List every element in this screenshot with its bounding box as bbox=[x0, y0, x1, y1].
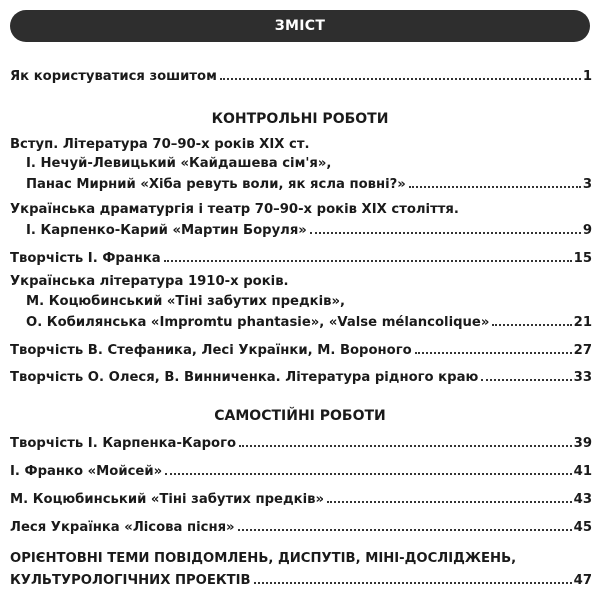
toc-entry-1[interactable] bbox=[26, 174, 592, 192]
toc-entry-title: О. Кобилянська «Impromtu phantasie», «Valse mélancolique» bbox=[26, 315, 490, 330]
toc-entry-title: КУЛЬТУРОЛОГІЧНИХ ПРОЕКТІВ bbox=[10, 573, 251, 588]
section-heading-control-works: КОНТРОЛЬНІ РОБОТИ bbox=[211, 111, 389, 127]
toc-entry-7[interactable] bbox=[10, 433, 592, 451]
dot-leader bbox=[409, 186, 581, 188]
toc-entry-title: М. Коцюбинський «Тіні забутих предків» bbox=[10, 492, 324, 507]
dot-leader bbox=[327, 501, 572, 503]
dot-leader bbox=[239, 445, 572, 447]
toc-entry-10[interactable] bbox=[10, 517, 592, 535]
toc-page-number: 15 bbox=[573, 251, 592, 266]
toc-entry-title: Творчість В. Стефаника, Лесі Українки, М. Вороного bbox=[10, 343, 412, 358]
toc-entry-line: М. Коцюбинський «Тіні забутих предків», bbox=[26, 294, 345, 309]
toc-entry-title: Творчість І. Франка bbox=[10, 251, 161, 266]
toc-entry-title: І. Франко «Мойсей» bbox=[10, 464, 163, 479]
dot-leader bbox=[492, 324, 571, 326]
toc-entry-11[interactable] bbox=[10, 570, 592, 588]
toc-page-number: 45 bbox=[573, 520, 592, 535]
dot-leader bbox=[415, 352, 572, 354]
toc-entry-title: Леся Українка «Лісова пісня» bbox=[10, 520, 235, 535]
toc-entry-3[interactable] bbox=[10, 248, 592, 266]
dot-leader bbox=[310, 232, 581, 234]
toc-entry-line: ОРІЄНТОВНІ ТЕМИ ПОВІДОМЛЕНЬ, ДИСПУТІВ, МІНІ-ДОСЛІДЖЕНЬ, bbox=[10, 551, 517, 566]
toc-entry-intro[interactable] bbox=[10, 66, 592, 84]
dot-leader bbox=[238, 529, 572, 531]
toc-entry-2[interactable] bbox=[26, 220, 592, 238]
toc-page-number: 43 bbox=[573, 492, 592, 507]
contents-header bbox=[10, 10, 590, 42]
toc-entry-5[interactable] bbox=[10, 340, 592, 358]
toc-page-number: 21 bbox=[573, 315, 592, 330]
dot-leader bbox=[164, 260, 572, 262]
toc-entry-title: Творчість О. Олеся, В. Винниченка. Література рідного краю bbox=[10, 370, 479, 385]
toc-entry-6[interactable] bbox=[10, 367, 592, 385]
contents-title: ЗМІСТ bbox=[274, 18, 326, 34]
toc-entry-title: Творчість І. Карпенка-Карого bbox=[10, 436, 237, 451]
toc-page-number: 47 bbox=[573, 573, 592, 588]
toc-entry-8[interactable] bbox=[10, 461, 592, 479]
toc-entry-title: І. Карпенко-Карий «Мартин Боруля» bbox=[26, 223, 307, 238]
toc-entry-line: Українська література 1910-х років. bbox=[10, 274, 289, 289]
dot-leader bbox=[165, 473, 572, 475]
toc-page-number: 27 bbox=[573, 343, 592, 358]
toc-entry-title: Панас Мирний «Хіба ревуть воли, як ясла повні?» bbox=[26, 177, 406, 192]
toc-page-number: 39 bbox=[573, 436, 592, 451]
toc-page-number: 33 bbox=[573, 370, 592, 385]
toc-entry-line: І. Нечуй-Левицький «Кайдашева сім'я», bbox=[26, 156, 332, 171]
toc-entry-title: Як користуватися зошитом bbox=[10, 69, 217, 84]
toc-page-number: 41 bbox=[573, 464, 592, 479]
toc-page-number: 3 bbox=[582, 177, 592, 192]
dot-leader bbox=[481, 379, 571, 381]
dot-leader bbox=[220, 78, 581, 80]
toc-page-number: 1 bbox=[582, 69, 592, 84]
toc-entry-line: Українська драматургія і театр 70–90-х років XIX століття. bbox=[10, 202, 459, 217]
toc-page-number: 9 bbox=[582, 223, 592, 238]
toc-entry-4[interactable] bbox=[26, 312, 592, 330]
toc-entry-line: Вступ. Література 70–90-х років XIX ст. bbox=[10, 137, 310, 152]
section-heading-independent-works: САМОСТІЙНІ РОБОТИ bbox=[214, 408, 386, 424]
toc-entry-9[interactable] bbox=[10, 489, 592, 507]
dot-leader bbox=[254, 582, 572, 584]
